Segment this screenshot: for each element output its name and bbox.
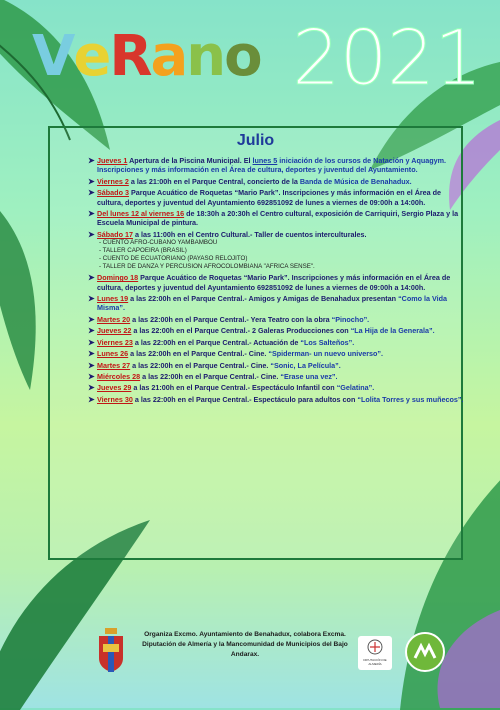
event-date: Lunes 26 — [97, 349, 129, 359]
arrow-bullet-icon: ➤ — [88, 188, 95, 198]
title-letter: e — [73, 24, 110, 89]
organizer-text: Organiza Excmo. Ayuntamiento de Benahadux, colabora Excma. Diputación de Almería y la Mancomunidad de Municipios del Bajo Andarax. — [142, 631, 348, 658]
arrow-bullet-icon: ➤ — [88, 209, 95, 219]
arrow-bullet-icon: ➤ — [88, 273, 95, 283]
arrow-bullet-icon: ➤ — [88, 314, 95, 324]
event-item — [88, 230, 468, 271]
event-item — [88, 294, 468, 313]
program-panel — [48, 126, 463, 560]
event-subitem: - TALLER DE DANZA Y PERCUSION AFROCOLOMBIANA "AFRICA SENSE". — [99, 263, 315, 271]
event-date: Miércoles 28 — [97, 371, 141, 381]
arrow-bullet-icon: ➤ — [88, 394, 95, 404]
event-item — [88, 273, 468, 292]
event-date: Jueves 22 — [97, 326, 132, 336]
title-letter: n — [186, 24, 225, 89]
mancomunidad-logo-icon — [405, 632, 445, 672]
diputacion-logo — [358, 636, 392, 670]
event-highlight: Banda de Música de Benahadux. — [299, 176, 412, 186]
arrow-bullet-icon: ➤ — [88, 349, 95, 359]
event-text: a las 22:00h en el Parque Central.- Cine. — [130, 360, 271, 370]
year-title: 2021 — [292, 13, 482, 102]
event-date: Sábado 3 — [97, 188, 129, 198]
verano-title — [32, 22, 261, 92]
arrow-bullet-icon: ➤ — [88, 294, 95, 304]
event-text: a las 22:00h en el Parque Central.- Espectáculo para adultos con — [132, 394, 358, 404]
event-item — [88, 315, 468, 324]
event-date: Del lunes 12 al viernes 16 — [97, 209, 185, 219]
event-highlight: “Spiderman- un nuevo universo”. — [268, 349, 384, 359]
palm-leaf-left — [0, 200, 50, 390]
event-date: Viernes 30 — [97, 394, 133, 404]
event-text: Parque Acuático de Roquetas “Mario Park”. Inscripciones y más información en el Área de cultura, deportes y juventud del Ayuntamiento 692851092 de lunes a viernes de 09:00h a 14:00h. — [97, 273, 451, 292]
event-highlight: “Como la Vida Misma”. — [97, 294, 448, 313]
title-letter: V — [32, 24, 74, 89]
event-text: de 18:30h a 20:30h el Centro cultural, exposición de Carriquiri, Sergio Plaza y la Escuela Municipal de pintura. — [97, 209, 459, 228]
event-item — [88, 361, 468, 370]
arrow-bullet-icon: ➤ — [88, 156, 95, 165]
event-text-secondary: iniciación de los cursos de Natación y Aquagym. Inscripciones y más información en el Área de cultura, deportes y juventud del Ayuntamiento. — [97, 156, 446, 175]
event-subitem: - TALLER CAPOEIRA (BRASIL) — [99, 247, 187, 255]
event-date: Martes 27 — [97, 360, 131, 370]
event-text: a las 22:00h en el Parque Central.- Actuación de — [132, 337, 301, 347]
town-crest-icon — [97, 628, 125, 672]
event-highlight: “Gelatina”. — [336, 383, 375, 393]
event-date: Jueves 29 — [97, 383, 132, 393]
event-date: Viernes 2 — [97, 176, 129, 186]
title-letter: R — [109, 24, 151, 89]
arrow-bullet-icon: ➤ — [88, 360, 95, 370]
event-item — [88, 326, 468, 335]
event-item — [88, 383, 468, 392]
event-item — [88, 188, 468, 207]
event-text: a las 11:00h en el Centro Cultural.- Taller de cuentos interculturales. — [132, 229, 367, 239]
diputacion-emblem-icon — [358, 636, 392, 658]
event-date: Jueves 1 — [97, 156, 128, 165]
event-highlight: “Lolita Torres y sus muñecos”. — [357, 394, 464, 404]
event-item — [88, 177, 468, 186]
event-item — [88, 338, 468, 347]
arrow-bullet-icon: ➤ — [88, 176, 95, 186]
event-text: a las 22:00h en el Parque Central.- 2 Galeras Producciones con — [131, 326, 351, 336]
event-date: Martes 20 — [97, 314, 131, 324]
event-subitem: - CUENTO DE ECUATORIANO (PAYASO RELOJITO) — [99, 255, 248, 263]
event-highlight: “Sonic, La Película”. — [270, 360, 341, 370]
event-text: a las 22:00h en el Parque Central.- Cine. — [140, 371, 281, 381]
event-item — [88, 156, 468, 175]
event-list — [88, 156, 468, 406]
event-highlight: “Los Salteños”. — [300, 337, 355, 347]
event-text: Apertura de la Piscina Municipal. El — [127, 156, 253, 165]
event-item — [88, 209, 468, 228]
event-highlight: “Erase una vez”. — [280, 371, 338, 381]
event-item — [88, 372, 468, 381]
event-text: a las 21:00h en el Parque Central, concierto de la — [128, 176, 300, 186]
event-text: a las 22:00h en el Parque Central.- Amigos y Amigas de Benahadux presentan — [128, 294, 399, 304]
event-item — [88, 395, 468, 404]
arrow-bullet-icon: ➤ — [88, 229, 95, 239]
event-highlight: “La Hija de la Generala”. — [350, 326, 435, 336]
title-letter: o — [224, 24, 261, 89]
event-date: Lunes 19 — [97, 294, 129, 304]
event-text: a las 22:00h en el Parque Central.- Yera Teatro con la obra — [130, 314, 332, 324]
event-date: Domingo 18 — [97, 273, 139, 283]
event-subitem: - CUENTO AFRO-CUBANO YAMBAMBOU — [99, 239, 218, 247]
event-highlight: “Pinocho”. — [331, 314, 370, 324]
arrow-bullet-icon: ➤ — [88, 383, 95, 393]
event-item — [88, 349, 468, 358]
arrow-bullet-icon: ➤ — [88, 326, 95, 336]
event-text: Parque Acuático de Roquetas “Mario Park”. Inscripciones y más información en el Área de cultura, deportes y juventud del Ayuntamiento 692851092 de lunes a viernes de 09:00h a 14:00h. — [97, 188, 442, 207]
title-letter: a — [150, 24, 187, 89]
event-text: a las 21:00h en el Parque Central.- Espectáculo Infantil con — [131, 383, 337, 393]
title-row — [20, 13, 490, 102]
event-text: a las 22:00h en el Parque Central.- Cine. — [128, 349, 269, 359]
month-heading: Julio — [236, 132, 275, 149]
arrow-bullet-icon: ➤ — [88, 337, 95, 347]
arrow-bullet-icon: ➤ — [88, 371, 95, 381]
event-date-secondary: lunes 5 — [252, 156, 278, 165]
footer — [0, 620, 500, 690]
event-date: Viernes 23 — [97, 337, 133, 347]
diputacion-label: DIPUTACIÓN DE ALMERÍA — [363, 658, 387, 666]
event-date: Sábado 17 — [97, 229, 133, 239]
